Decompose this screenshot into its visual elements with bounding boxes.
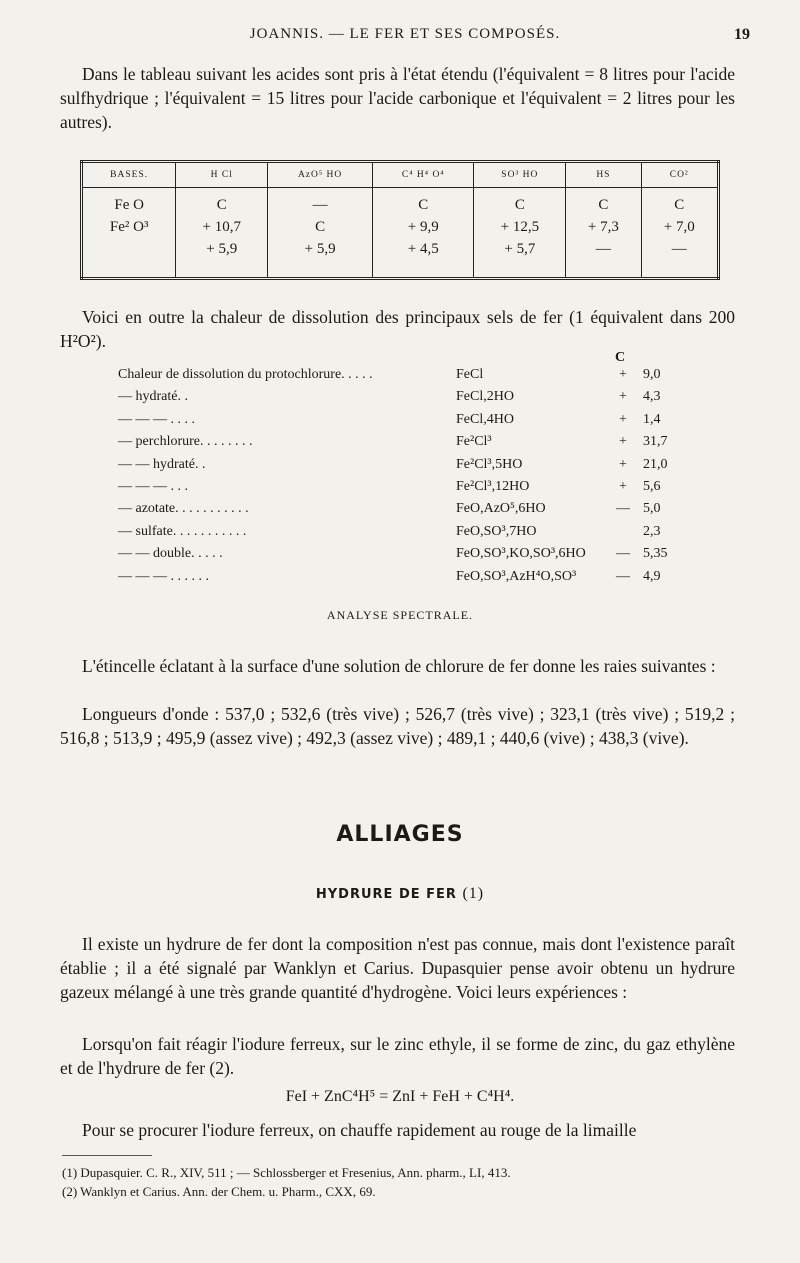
table-header: AzO⁵ HO: [268, 162, 373, 188]
heat-value: 2,3: [643, 523, 661, 539]
salt-formula: Fe²Cl³,12HO: [456, 478, 530, 494]
reaction-paragraph: Lorsqu'on fait réagir l'iodure ferreux, sur le zinc ethyle, il se forme de zinc, du gaz ethylène et de l'hydrure de fer (2).: [60, 1034, 735, 1078]
heat-sign: +: [619, 434, 627, 450]
table-cell: + 4,5: [407, 241, 439, 257]
dissolution-label: — — — . . .: [118, 478, 188, 494]
dissolution-row: [98, 364, 698, 386]
dissolution-row: [98, 476, 698, 498]
salt-formula: FeCl: [456, 367, 484, 382]
spectral-title: ANALYSE SPECTRALE.: [326, 608, 474, 622]
table-cell: + 5,9: [206, 241, 238, 257]
dissolution-row: [98, 566, 698, 588]
heat-value: 1,4: [643, 411, 661, 427]
table-header: CO²: [641, 162, 718, 188]
salt-formula: FeO,SO³,KO,SO³,6HO: [456, 546, 586, 562]
table-cell: + 7,0: [663, 219, 695, 235]
table-cell: + 12,5: [500, 219, 540, 235]
dissolution-label: — — — . . . . . .: [118, 568, 209, 584]
heat-value: 5,0: [643, 501, 661, 517]
table-header: HS: [566, 162, 641, 188]
table-cell: + 7,3: [587, 219, 619, 235]
salt-formula: FeCl,2HO: [456, 389, 514, 405]
subsection-title-text: HYDRURE DE FER: [315, 887, 457, 902]
heat-value: 9,0: [643, 367, 661, 382]
heat-sign: +: [619, 389, 627, 405]
footnote: (1) Dupasquier. C. R., XIV, 511 ; — Schlossberger et Fresenius, Ann. pharm., LI, 413.: [62, 1165, 511, 1180]
intro-paragraph: Dans le tableau suivant les acides sont pris à l'état étendu (l'équivalent = 8 litres pour l'acide sulfhydrique ; l'équivalent = 15 litres pour l'acide carbonique et l'équivalent = 2 litres pour les autres).: [60, 64, 735, 132]
table-cell: C: [674, 197, 685, 213]
heat-value: 5,6: [643, 478, 661, 494]
dissolution-label: — azotate. . . . . . . . . . .: [118, 501, 249, 517]
salt-formula: FeO,SO³,7HO: [456, 523, 537, 539]
dissolution-label: — perchlorure. . . . . . . .: [118, 434, 253, 450]
salt-formula: Fe²Cl³,5HO: [456, 456, 523, 472]
table-cell: + 5,7: [504, 241, 536, 257]
table-cell: C: [598, 197, 609, 213]
table-cell: Fe O: [114, 197, 144, 213]
salt-formula: FeO,SO³,AzH⁴O,SO³: [456, 568, 577, 584]
footnotes: [62, 1163, 742, 1201]
table-cell: + 10,7: [202, 219, 241, 235]
table-cell: —: [671, 241, 687, 257]
spectral-paragraph: L'étincelle éclatant à la surface d'une solution de chlorure de fer donne les raies suivantes :: [82, 656, 716, 676]
table-cell: —: [312, 197, 328, 213]
table-header: C⁴ H⁴ O⁴: [373, 162, 474, 188]
dissolution-list: [98, 364, 698, 588]
heat-value: 31,7: [643, 434, 668, 450]
heat-value: 5,35: [643, 546, 668, 562]
calorie-unit-label: C: [615, 350, 626, 365]
dissolution-row: [98, 431, 698, 453]
heat-sign: +: [619, 456, 627, 472]
table-cell: Fe² O³: [109, 219, 149, 235]
heat-sign: —: [616, 501, 630, 517]
heat-sign: —: [616, 546, 630, 562]
dissolution-row: [98, 521, 698, 543]
table-cell: C: [216, 197, 227, 213]
running-title: JOANNIS. — LE FER ET SES COMPOSÉS.: [249, 26, 561, 42]
table-header: BASES.: [82, 162, 176, 188]
salt-formula: Fe²Cl³: [456, 434, 492, 450]
dissolution-label: — — double. . . . .: [118, 546, 223, 562]
heat-value: 4,9: [643, 568, 661, 584]
acid-heat-table: [80, 160, 720, 280]
heat-sign: +: [619, 367, 627, 382]
dissolution-row: [98, 543, 698, 565]
table-header-row: [82, 162, 719, 188]
dissolution-label: — — — . . . .: [118, 411, 195, 427]
dissolution-row: [98, 454, 698, 476]
heat-sign: +: [619, 411, 627, 427]
heat-sign: +: [619, 478, 627, 494]
table-cell: C: [418, 197, 429, 213]
section-title: ALLIAGES: [336, 822, 464, 847]
heat-sign: —: [616, 568, 630, 584]
dissolution-label: — hydraté. .: [118, 389, 188, 405]
footnote-marker: (1): [462, 885, 485, 902]
subsection-title: [0, 885, 800, 903]
hydrure-paragraph: Il existe un hydrure de fer dont la composition n'est pas connue, mais dont l'existence paraît établie ; il a été signalé par Wanklyn et Carius. Dupasquier pense avoir obtenu un hydrure gazeux mélangé à une très grande quantité d'hydrogène. Voici leurs expériences :: [60, 934, 735, 1002]
table-header: H Cl: [176, 162, 268, 188]
chemical-equation: FeI + ZnC⁴H⁵ = ZnI + FeH + C⁴H⁴.: [285, 1088, 515, 1105]
dissolution-row: [98, 409, 698, 431]
table-row: [82, 188, 719, 279]
table-cell: + 5,9: [304, 241, 336, 257]
dissolution-label: Chaleur de dissolution du protochlorure. . . . .: [118, 367, 373, 382]
heat-value: 21,0: [643, 456, 668, 472]
dissolution-label: — — hydraté. .: [118, 456, 206, 472]
wavelengths-paragraph: Longueurs d'onde : 537,0 ; 532,6 (très vive) ; 526,7 (très vive) ; 323,1 (très vive) ; 519,2 ; 516,8 ; 513,9 ; 495,9 (assez vive) ; 492,3 (assez vive) ; 489,1 ; 440,6 (vive) ; 438,3 (vive).: [60, 704, 735, 748]
dissolution-row: [98, 386, 698, 408]
page-number: 19: [734, 26, 750, 43]
footnote: (2) Wanklyn et Carius. Ann. der Chem. u. Pharm., CXX, 69.: [62, 1184, 376, 1199]
table-header: SO³ HO: [474, 162, 566, 188]
dissolution-label: — sulfate. . . . . . . . . . .: [118, 523, 247, 539]
table-cell: —: [595, 241, 611, 257]
table-cell: + 9,9: [407, 219, 439, 235]
table-cell: C: [514, 197, 525, 213]
heat-value: 4,3: [643, 389, 661, 405]
iodure-paragraph: Pour se procurer l'iodure ferreux, on chauffe rapidement au rouge de la limaille: [82, 1120, 637, 1140]
salt-formula: FeO,AzO⁵,6HO: [456, 501, 546, 517]
table-cell: C: [315, 219, 326, 235]
dissolution-intro: Voici en outre la chaleur de dissolution des principaux sels de fer (1 équivalent dans 200 H²O²).: [60, 307, 735, 351]
page-header: [60, 26, 750, 52]
footnote-rule: [62, 1155, 152, 1156]
salt-formula: FeCl,4HO: [456, 411, 514, 427]
dissolution-row: [98, 498, 698, 520]
